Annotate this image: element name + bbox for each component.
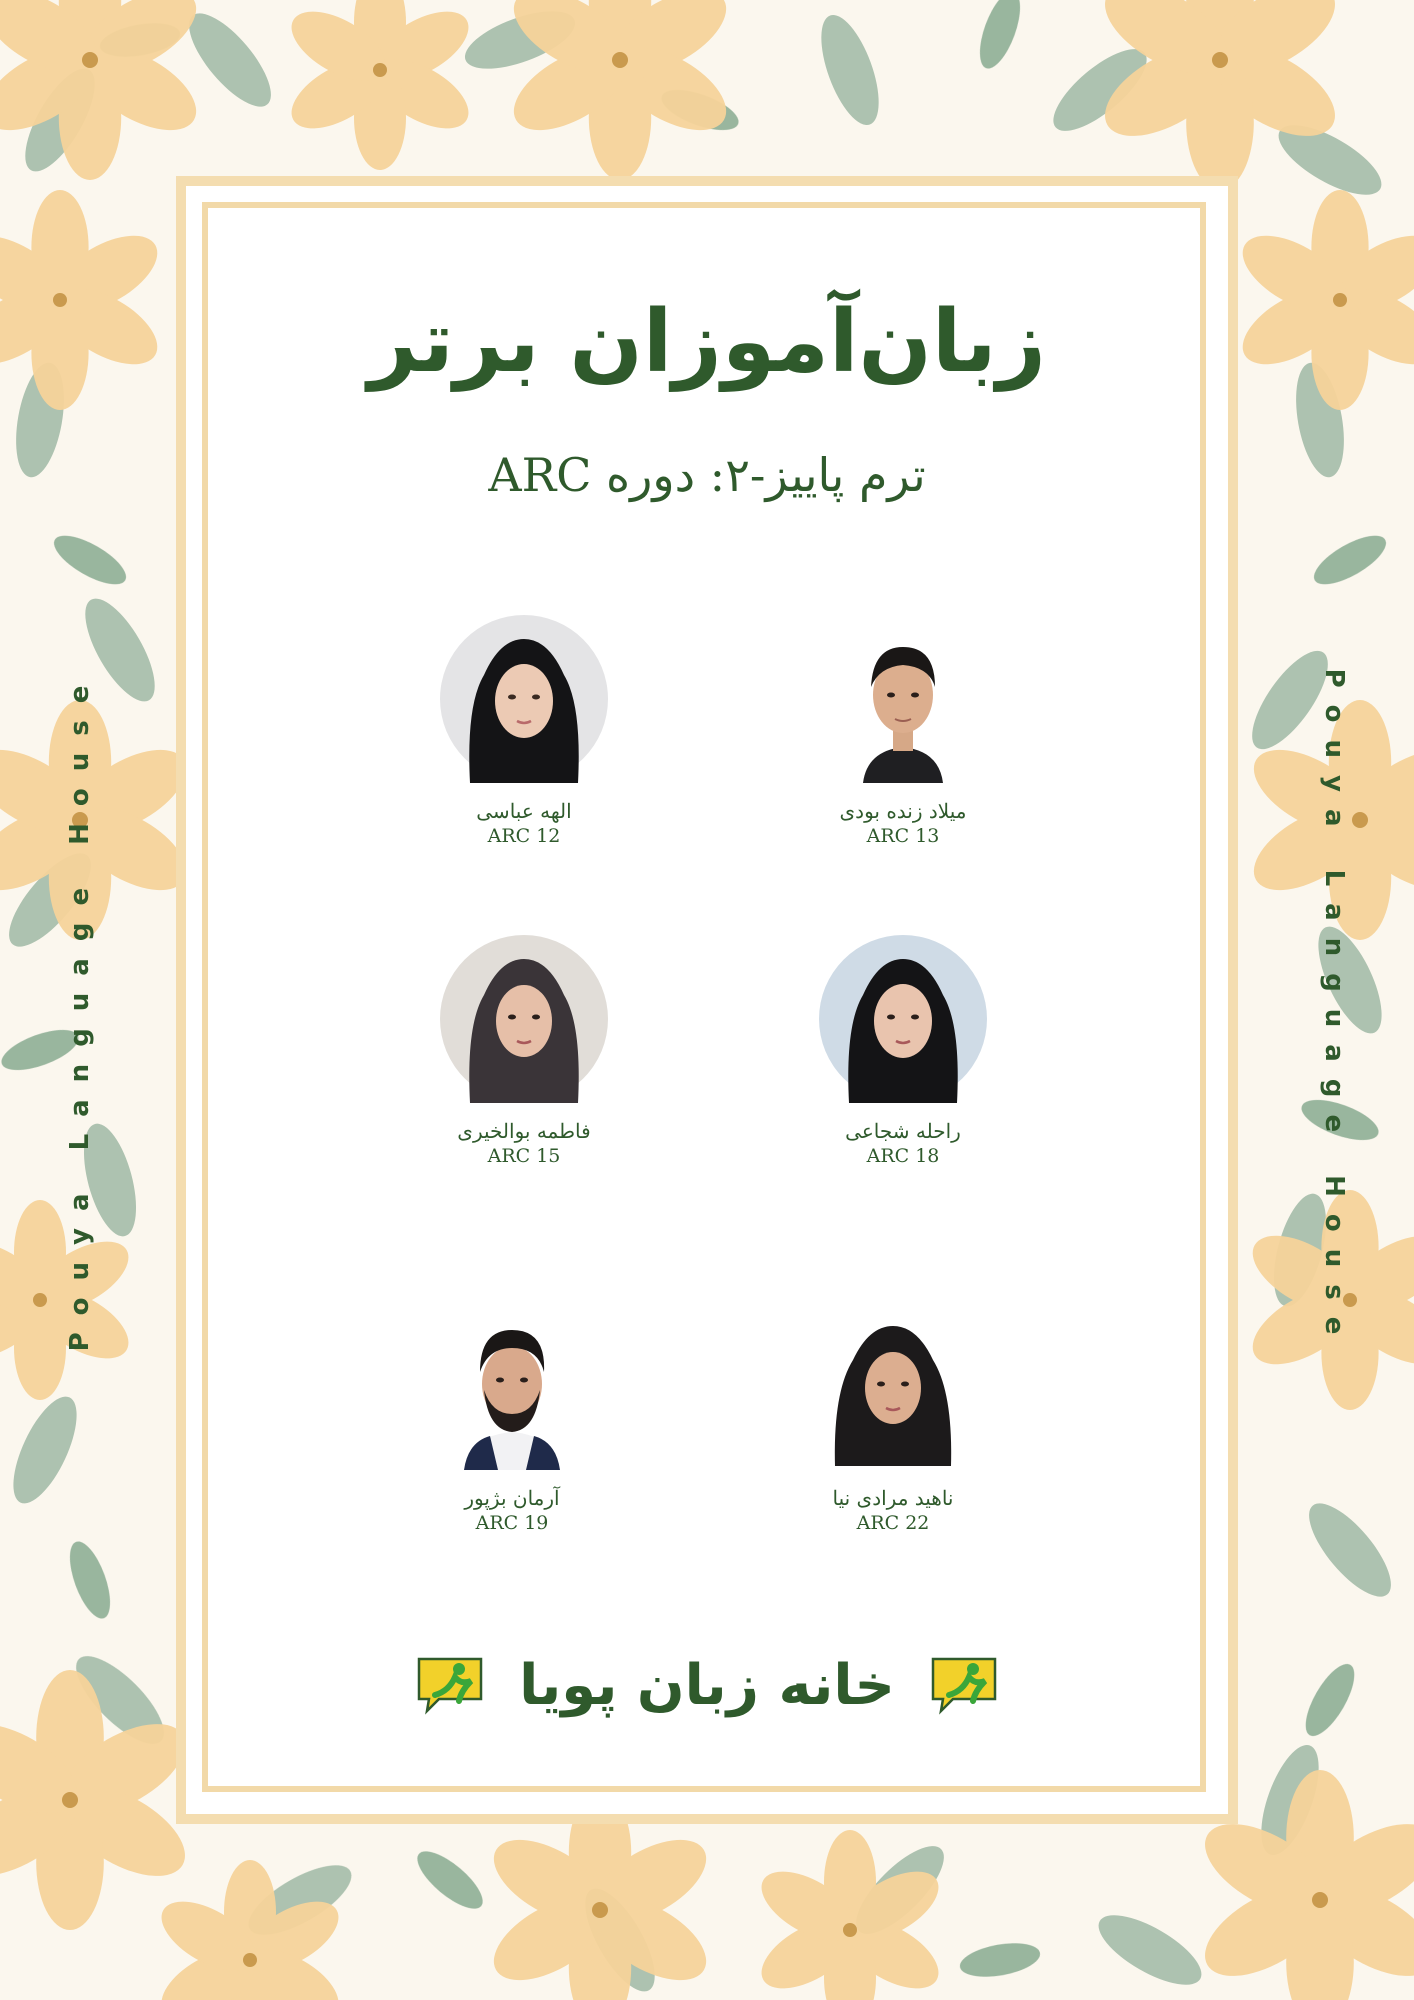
page-title: زبان‌آموزان برتر (367, 292, 1047, 392)
student-photo (809, 1302, 977, 1470)
student-code: ARC 15 (487, 1145, 561, 1167)
student-photo (440, 935, 608, 1103)
student-card (394, 615, 654, 849)
student-code: ARC 19 (475, 1512, 549, 1534)
page-subtitle: ترم پاییز-۲: دوره ARC (488, 448, 926, 502)
student-code: ARC 13 (866, 825, 940, 847)
student-card (394, 935, 654, 1169)
speech-bubble-person-logo-icon (929, 1655, 999, 1715)
student-name: آرمان بژپور (464, 1486, 560, 1510)
student-code: ARC 18 (866, 1145, 940, 1167)
speech-bubble-person-logo-icon (415, 1655, 485, 1715)
student-photo (819, 615, 987, 783)
content-panel (202, 202, 1206, 1792)
student-name: الهه عباسی (476, 799, 572, 823)
student-name: راحله شجاعی (845, 1119, 961, 1143)
student-card (382, 1302, 642, 1536)
footer-brand (300, 1640, 1114, 1730)
student-name: میلاد زنده بودی (839, 799, 967, 823)
student-photo (440, 615, 608, 783)
student-name: فاطمه بوالخیری (457, 1119, 591, 1143)
student-photo (819, 935, 987, 1103)
student-name: ناهید مرادی نیا (832, 1486, 954, 1510)
student-card (763, 1302, 1023, 1536)
student-code: ARC 22 (856, 1512, 930, 1534)
student-photo (428, 1302, 596, 1470)
side-text-left: Pouya Language House (65, 668, 95, 1352)
footer-brand-name: خانه زبان پویا (519, 1652, 895, 1718)
student-card (773, 615, 1033, 849)
student-code: ARC 12 (487, 825, 561, 847)
student-card (773, 935, 1033, 1169)
side-text-right: Pouya Language House (1319, 668, 1349, 1352)
